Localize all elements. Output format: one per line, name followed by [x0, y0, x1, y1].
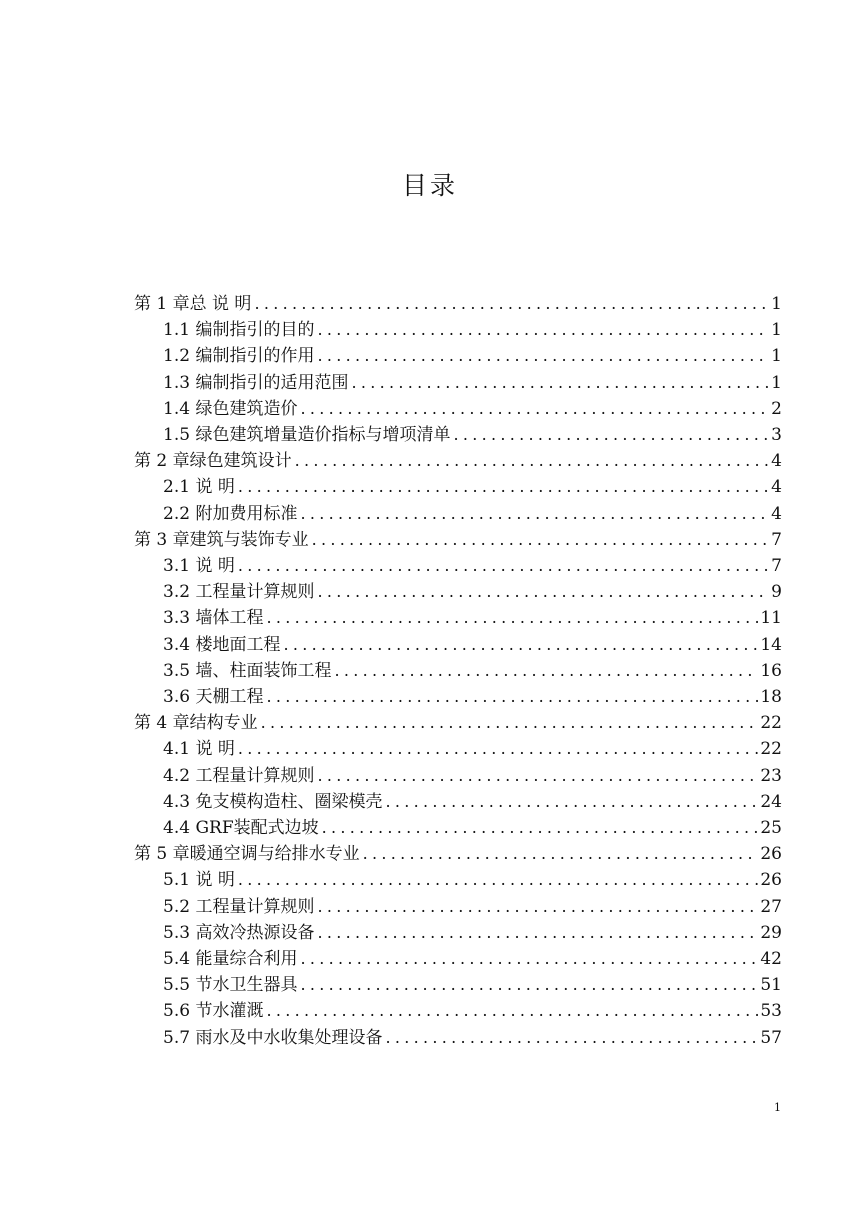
toc-entry-label: 1.5 绿色建筑增量造价指标与增项清单: [163, 425, 451, 445]
toc-entry-label: 5.2 工程量计算规则: [163, 896, 315, 917]
toc-leader-dots: [266, 605, 758, 631]
toc-entry-label: 4.1 说 明: [163, 739, 235, 760]
toc-entry-label: 5.3 高效冷热源设备: [163, 922, 315, 943]
toc-section-entry[interactable]: [163, 474, 782, 500]
toc-leader-dots: [385, 1025, 758, 1051]
toc-section-entry[interactable]: [163, 789, 782, 815]
toc-entry-label: 第 5 章暖通空调与给排水专业: [134, 844, 360, 865]
toc-entry-page: 23: [760, 765, 782, 786]
toc-entry-label: 第 4 章结构专业: [134, 713, 258, 734]
toc-leader-dots: [334, 658, 758, 684]
toc-entry-page: 51: [760, 975, 782, 996]
toc-entry-page: 2: [771, 398, 782, 419]
toc-entry-page: 53: [760, 1001, 782, 1022]
toc-entry-label: 2.1 说 明: [163, 477, 235, 498]
toc-entry-page: 3: [771, 425, 782, 445]
toc-section-entry[interactable]: [163, 501, 782, 527]
toc-entry-page: 9: [771, 582, 782, 603]
toc-chapter-entry[interactable]: [134, 527, 782, 553]
toc-entry-label: 3.3 墙体工程: [163, 608, 264, 629]
toc-leader-dots: [261, 710, 759, 736]
toc-section-entry[interactable]: [163, 396, 782, 422]
toc-entry-label: 4.3 免支模构造柱、圈梁模壳: [163, 791, 383, 812]
toc-entry-page: 1: [771, 320, 782, 341]
toc-section-entry[interactable]: [163, 946, 782, 972]
toc-leader-dots: [312, 527, 770, 553]
toc-section-entry[interactable]: [163, 894, 782, 920]
toc-entry-page: 7: [771, 529, 782, 550]
toc-entry-label: 1.4 绿色建筑造价: [163, 398, 298, 419]
toc-entry-page: 24: [760, 791, 782, 812]
toc-section-entry[interactable]: [163, 684, 782, 710]
toc-section-entry[interactable]: [163, 553, 782, 579]
toc-leader-dots: [238, 553, 769, 579]
toc-entry-label: 5.7 雨水及中水收集处理设备: [163, 1027, 383, 1048]
toc-entry-label: 第 2 章绿色建筑设计: [134, 451, 292, 472]
toc-leader-dots: [385, 789, 758, 815]
toc-entry-label: 4.4 GRF装配式边坡: [163, 818, 319, 838]
toc-leader-dots: [317, 343, 769, 369]
toc-entry-page: 11: [760, 608, 782, 629]
toc-leader-dots: [317, 579, 769, 605]
toc-section-entry[interactable]: [163, 998, 782, 1024]
toc-leader-dots: [453, 422, 769, 448]
toc-leader-dots: [351, 370, 769, 396]
toc-leader-dots: [317, 317, 769, 343]
toc-entry-label: 3.2 工程量计算规则: [163, 582, 315, 603]
toc-entry-page: 57: [760, 1027, 782, 1048]
toc-entry-label: 3.5 墙、柱面装饰工程: [163, 660, 332, 681]
toc-section-entry[interactable]: [163, 605, 782, 631]
toc-entry-label: 5.1 说 明: [163, 870, 235, 891]
toc-chapter-entry[interactable]: [134, 291, 782, 317]
toc-entry-label: 5.6 节水灌溉: [163, 1001, 264, 1022]
toc-entry-page: 29: [760, 922, 782, 943]
toc-section-entry[interactable]: [163, 736, 782, 762]
toc-section-entry[interactable]: [163, 632, 782, 658]
toc-entry-label: 4.2 工程量计算规则: [163, 765, 315, 786]
toc-entry-label: 第 3 章建筑与装饰专业: [134, 529, 309, 550]
toc-leader-dots: [363, 841, 759, 867]
toc-leader-dots: [238, 474, 769, 500]
toc-leader-dots: [317, 894, 758, 920]
toc-entry-page: 1: [771, 346, 782, 367]
toc-leader-dots: [238, 867, 759, 893]
toc-section-entry[interactable]: [163, 579, 782, 605]
toc-leader-dots: [322, 815, 759, 841]
toc-entry-page: 1: [771, 294, 782, 314]
toc-chapter-entry[interactable]: [134, 710, 782, 736]
toc-leader-dots: [300, 396, 769, 422]
page-number: 1: [774, 1101, 781, 1114]
toc-entry-page: 14: [760, 634, 782, 655]
toc-entry-label: 5.4 能量综合利用: [163, 949, 298, 969]
toc-leader-dots: [300, 501, 769, 527]
toc-section-entry[interactable]: [163, 763, 782, 789]
toc-entry-label: 第 1 章总 说 明: [134, 294, 252, 314]
toc-entry-label: 1.2 编制指引的作用: [163, 346, 315, 367]
toc-leader-dots: [266, 684, 758, 710]
toc-leader-dots: [317, 920, 758, 946]
toc-entry-page: 25: [760, 818, 782, 838]
toc-leader-dots: [238, 736, 759, 762]
toc-section-entry[interactable]: [163, 317, 782, 343]
toc-entry-page: 4: [771, 451, 782, 472]
toc-chapter-entry[interactable]: [134, 448, 782, 474]
toc-entry-page: 27: [760, 896, 782, 917]
toc-entry-label: 5.5 节水卫生器具: [163, 975, 298, 996]
toc-entry-page: 42: [760, 949, 782, 969]
toc-section-entry[interactable]: [163, 920, 782, 946]
toc-entry-page: 18: [760, 687, 782, 707]
page-title: 目录: [401, 171, 458, 200]
toc-leader-dots: [300, 972, 758, 998]
toc-leader-dots: [300, 946, 758, 972]
toc-section-entry[interactable]: [163, 972, 782, 998]
toc-section-entry[interactable]: [163, 370, 782, 396]
toc-leader-dots: [317, 763, 758, 789]
toc-entry-page: 4: [771, 477, 782, 498]
toc-entry-label: 3.1 说 明: [163, 556, 235, 576]
toc-entry-label: 3.6 天棚工程: [163, 687, 264, 707]
toc-entry-label: 1.1 编制指引的目的: [163, 320, 315, 341]
toc-leader-dots: [283, 632, 758, 658]
toc-section-entry[interactable]: [163, 1025, 782, 1051]
toc-section-entry[interactable]: [163, 867, 782, 893]
toc-leader-dots: [266, 998, 758, 1024]
toc-entry-page: 4: [771, 503, 782, 524]
toc-section-entry[interactable]: [163, 422, 782, 448]
toc-leader-dots: [254, 291, 769, 317]
toc-entry-page: 1: [771, 372, 782, 393]
toc-section-entry[interactable]: [163, 658, 782, 684]
toc-entry-label: 3.4 楼地面工程: [163, 634, 281, 655]
toc-entry-page: 7: [771, 556, 782, 576]
toc-entry-page: 22: [760, 713, 782, 734]
toc-section-entry[interactable]: [163, 815, 782, 841]
toc-section-entry[interactable]: [163, 343, 782, 369]
toc-entry-label: 2.2 附加费用标准: [163, 503, 298, 524]
toc-entry-page: 22: [760, 739, 782, 760]
toc-entry-page: 16: [760, 660, 782, 681]
toc-entry-label: 1.3 编制指引的适用范围: [163, 372, 349, 393]
toc-chapter-entry[interactable]: [134, 841, 782, 867]
toc-entry-page: 26: [760, 844, 782, 865]
toc-entry-page: 26: [760, 870, 782, 891]
toc-leader-dots: [295, 448, 770, 474]
